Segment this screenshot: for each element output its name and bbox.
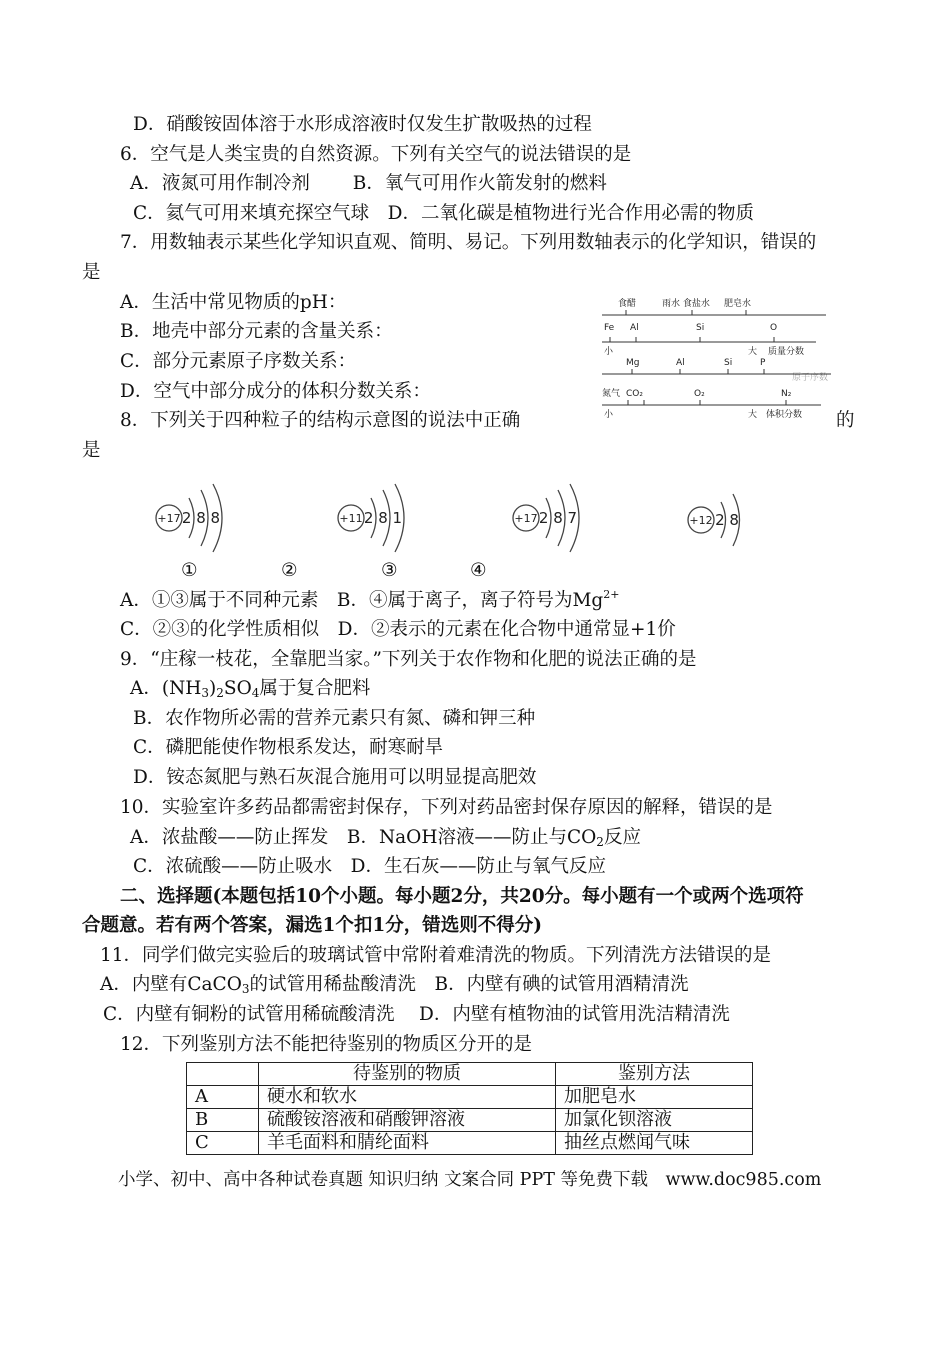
q7-stem-wrap: 是 — [82, 262, 101, 283]
nl-r2-label-3: O — [770, 323, 778, 333]
q6-options-cd: C．氦气可用来填充探空气球 D．二氧化碳是植物进行光合作用必需的物质 — [133, 203, 754, 224]
particle-1-nucleus: +17 — [157, 512, 181, 525]
table-header-cell — [187, 1063, 259, 1086]
particle-3-nucleus: +17 — [514, 512, 538, 525]
q12-stem: 12．下列鉴别方法不能把待鉴别的物质区分开的是 — [120, 1034, 533, 1055]
nl-r3-label-0: Mg — [626, 358, 640, 368]
q10ab-post: 反应 — [603, 827, 641, 848]
nl-r4-label-2: O₂ — [694, 389, 705, 399]
particle-diagrams — [135, 472, 755, 554]
nl-r4-small: 小 — [604, 410, 614, 420]
nl-r1-label-1: 雨水 食盐水 — [662, 299, 710, 309]
q10-options-ab — [130, 826, 641, 850]
q9a-pre: A．(NH — [130, 678, 202, 699]
q9a-mid: ) — [209, 678, 217, 699]
q9a-sub1: 3 — [201, 686, 210, 700]
table-cell: 加氯化钡溶液 — [556, 1109, 753, 1132]
table-header-cell: 鉴别方法 — [556, 1063, 753, 1086]
nl-r2-big: 大 — [748, 347, 758, 357]
table-header-cell: 待鉴别的物质 — [259, 1063, 556, 1086]
q8-stem: 8．下列关于四种粒子的结构示意图的说法中正确 — [120, 410, 521, 431]
q7-option-b: B．地壳中部分元素的含量关系： — [120, 321, 393, 342]
particle-4-nucleus: +12 — [689, 514, 713, 527]
nl-r3-label-2: Si — [724, 358, 733, 368]
nl-r4-label-1: CO₂ — [626, 389, 643, 399]
table-row — [187, 1109, 753, 1132]
q9a-sub2: 2 — [216, 686, 224, 700]
particle-1-label: ① — [181, 560, 198, 581]
q10-options-cd: C．浓硫酸——防止吸水 D．生石灰——防止与氧气反应 — [133, 856, 606, 877]
nl-r4-label-3: N₂ — [781, 389, 792, 399]
table-cell: C — [187, 1132, 259, 1155]
nl-r3-label-1: Al — [676, 358, 685, 368]
nl-r4-axis-name: 体积分数 — [766, 410, 803, 420]
q7-stem: 7．用数轴表示某些化学知识直观、简明、易记。下列用数轴表示的化学知识，错误的 — [120, 232, 817, 253]
q11ab-pre: A．内壁有CaCO — [100, 974, 242, 995]
section-2-heading-wrap: 合题意。若有两个答案，漏选1个扣1分，错选则不得分) — [82, 915, 542, 936]
table-row — [187, 1086, 753, 1109]
q11ab-sub: 3 — [241, 982, 250, 996]
q11-stem: 11．同学们做完实验后的玻璃试管中常附着难清洗的物质。下列清洗方法错误的是 — [100, 945, 772, 966]
particle-4-label: ④ — [470, 560, 487, 581]
q7-option-d: D．空气中部分成分的体积分数关系： — [120, 381, 431, 402]
q8-ion-charge: 2+ — [603, 588, 620, 601]
q10-stem: 10．实验室许多药品都需密封保存，下列对药品密封保存原因的解释，错误的是 — [120, 797, 773, 818]
q9a-mid2: SO — [223, 678, 252, 699]
nl-r4-label-0: 氮气 — [602, 389, 621, 399]
section-2-heading: 二、选择题(本题包括10个小题。每小题2分，共20分。每小题有一个或两个选项符 — [120, 886, 804, 907]
table-cell: 加肥皂水 — [556, 1086, 753, 1109]
nl-r4-big: 大 — [748, 410, 758, 420]
table-header-row — [187, 1063, 753, 1086]
table-cell: B — [187, 1109, 259, 1132]
q5-option-d: D．硝酸铵固体溶于水形成溶液时仅发生扩散吸热的过程 — [133, 114, 592, 135]
particle-2-label: ② — [281, 560, 298, 581]
q8-stem-wrap: 是 — [82, 440, 101, 461]
particle-1-shells: 2 8 8 — [181, 509, 221, 527]
q9-stem: 9．“庄稼一枝花，全靠肥当家。”下列关于农作物和化肥的说法正确的是 — [120, 649, 697, 670]
q7-option-a: A．生活中常见物质的pH： — [120, 292, 347, 313]
q9-option-c: C．磷肥能使作物根系发达，耐寒耐旱 — [133, 737, 444, 758]
q6-options-ab: A．液氮可用作制冷剂 B．氧气可用作火箭发射的燃料 — [130, 173, 607, 194]
table-cell: 硬水和软水 — [259, 1086, 556, 1109]
q10ab-sub: 2 — [596, 835, 604, 849]
q9-option-d: D．铵态氮肥与熟石灰混合施用可以明显提高肥效 — [133, 767, 537, 788]
q8-options-ab — [120, 589, 619, 613]
table-cell: 硫酸铵溶液和硝酸钾溶液 — [259, 1109, 556, 1132]
nl-r3-label-3: P — [760, 358, 766, 368]
q12-table — [186, 1062, 753, 1155]
nl-r1-label-0: 食醋 — [618, 299, 637, 309]
particle-2-shells: 2 8 1 — [363, 509, 403, 527]
q8-options-cd: C．②③的化学性质相似 D．②表示的元素在化合物中通常显+1价 — [120, 619, 676, 640]
page-footer: 小学、初中、高中各种试卷真题 知识归纳 文案合同 PPT 等免费下载 www.doc985.com — [118, 1170, 822, 1190]
nl-r2-axis-name: 质量分数 — [768, 347, 805, 357]
nl-r2-label-0: Fe — [604, 323, 615, 333]
table-cell: 抽丝点燃闻气味 — [556, 1132, 753, 1155]
q8-options-ab-text: A．①③属于不同种元素 B．④属于离子，离子符号为Mg — [120, 590, 604, 611]
q11ab-post: 的试管用稀盐酸清洗 B．内壁有碘的试管用酒精清洗 — [249, 974, 689, 995]
particle-4-shells: 2 8 — [715, 511, 739, 529]
table-cell: A — [187, 1086, 259, 1109]
number-line-figure — [596, 292, 846, 422]
nl-r3-axis-name: 原子序数 — [792, 373, 829, 383]
nl-r2-label-2: Si — [696, 323, 705, 333]
q10ab-pre: A．浓盐酸——防止挥发 B．NaOH溶液——防止与CO — [130, 827, 597, 848]
table-row — [187, 1132, 753, 1155]
q11-options-cd: C．内壁有铜粉的试管用稀硫酸清洗 D．内壁有植物油的试管用洗洁精清洗 — [103, 1004, 730, 1025]
particle-3-shells: 2 8 7 — [538, 509, 578, 527]
q7-option-c: C．部分元素原子序数关系： — [120, 351, 357, 372]
particle-2-nucleus: +11 — [339, 512, 363, 525]
q9-option-b: B．农作物所必需的营养元素只有氮、磷和钾三种 — [133, 708, 536, 729]
q9a-post: 属于复合肥料 — [259, 678, 371, 699]
table-cell: 羊毛面料和腈纶面料 — [259, 1132, 556, 1155]
nl-r2-label-1: Al — [630, 323, 639, 333]
particle-3-label: ③ — [381, 560, 398, 581]
q9-option-a — [130, 677, 370, 701]
q8-stem-end: 的 — [836, 410, 855, 431]
q9a-sub3: 4 — [251, 686, 260, 700]
q11-options-ab — [100, 973, 689, 997]
nl-r2-small: 小 — [604, 347, 614, 357]
q6-stem: 6．空气是人类宝贵的自然资源。下列有关空气的说法错误的是 — [120, 144, 632, 165]
nl-r1-label-2: 肥皂水 — [724, 299, 752, 309]
